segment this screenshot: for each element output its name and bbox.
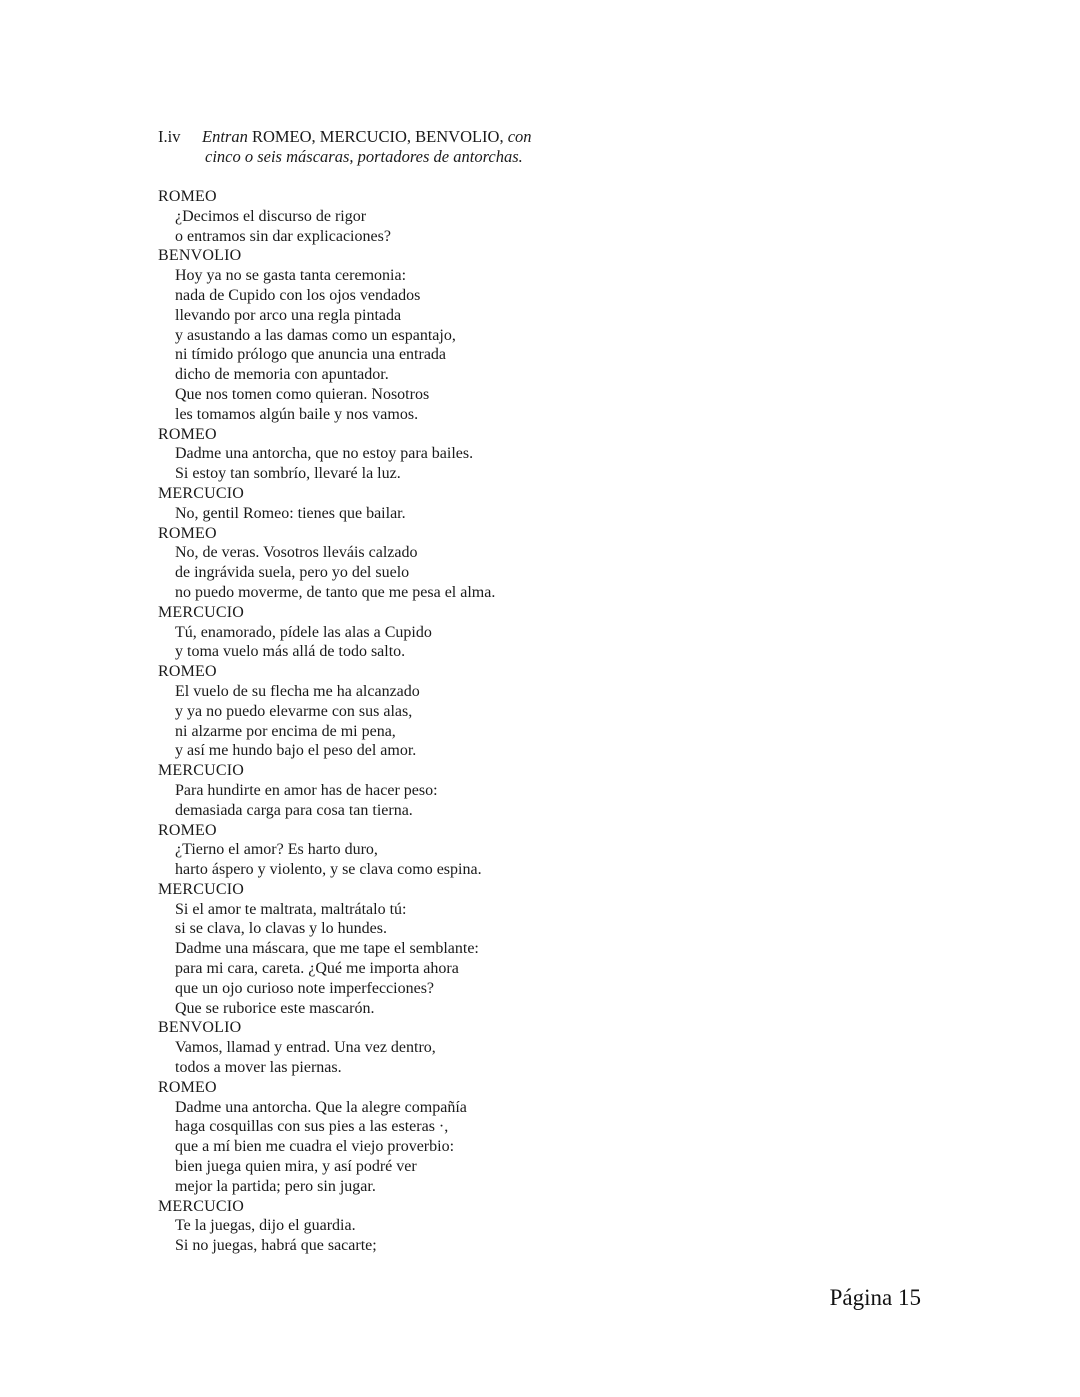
speech	[158, 662, 495, 761]
verse-line: Dadme una máscara, que me tape el semblante:	[175, 940, 479, 958]
speech	[158, 1018, 495, 1077]
verse-line: harto áspero y violento, y se clava como espina.	[175, 861, 482, 879]
stage-direction	[202, 127, 722, 167]
verse-line: ni alzarme por encima de mi pena,	[175, 722, 396, 740]
verse-line: No, gentil Romeo: tienes que bailar.	[175, 504, 406, 522]
verse-line: les tomamos algún baile y nos vamos.	[175, 405, 419, 423]
verse-line: Tú, enamorado, pídele las alas a Cupido	[175, 623, 432, 641]
verse-line: Que se ruborice este mascarón.	[175, 999, 375, 1017]
stage-direction-con: con	[507, 127, 532, 146]
verse-line: que un ojo curioso note imperfecciones?	[175, 979, 435, 997]
speech	[158, 484, 495, 524]
verse-line: ¿Decimos el discurso de rigor	[175, 207, 367, 225]
speech	[158, 246, 495, 424]
verse-line: de ingrávida suela, pero yo del suelo	[175, 564, 410, 582]
verse-line: ni tímido prólogo que anuncia una entrada	[175, 346, 447, 364]
verse-line: que a mí bien me cuadra el viejo proverbio:	[175, 1138, 455, 1156]
verse-line: No, de veras. Vosotros lleváis calzado	[175, 544, 418, 562]
speaker-name: MERCUCIO	[158, 1197, 245, 1215]
verse-line: El vuelo de su flecha me ha alcanzado	[175, 682, 420, 700]
verse-line: mejor la partida; pero sin jugar.	[175, 1177, 376, 1195]
verse-line: Si el amor te maltrata, maltrátalo tú:	[175, 900, 407, 918]
stage-direction-rest: cinco o seis máscaras, portadores de antorchas.	[205, 147, 523, 166]
verse-line: Te la juegas, dijo el guardia.	[175, 1217, 356, 1235]
verse-line: Si estoy tan sombrío, llevaré la luz.	[175, 465, 401, 483]
page-number: Página 15	[829, 1285, 921, 1310]
speaker-name: ROMEO	[158, 188, 217, 205]
verse-line: y toma vuelo más allá de todo salto.	[175, 643, 406, 661]
verse-line: Hoy ya no se gasta tanta ceremonia:	[175, 267, 407, 285]
verse-line: bien juega quien mira, y así podré ver	[175, 1158, 417, 1176]
speaker-name: ROMEO	[158, 663, 217, 681]
speech	[158, 187, 495, 246]
scene-reference: I.iv	[158, 127, 181, 146]
verse-line: ¿Tierno el amor? Es harto duro,	[175, 841, 378, 859]
verse-line: Vamos, llamad y entrad. Una vez dentro,	[175, 1039, 436, 1057]
verse-line: para mi cara, careta. ¿Qué me importa ahora	[175, 960, 459, 978]
verse-line: y así me hundo bajo el peso del amor.	[175, 742, 417, 760]
speech	[158, 603, 495, 662]
speech	[158, 761, 495, 820]
speech	[158, 425, 495, 484]
verse-line: Dadme una antorcha. Que la alegre compañía	[175, 1098, 467, 1116]
speech	[158, 880, 495, 1019]
speaker-name: MERCUCIO	[158, 880, 245, 898]
speaker-name: ROMEO	[158, 821, 217, 839]
verse-line: Si no juegas, habrá que sacarte;	[175, 1237, 377, 1255]
verse-line: si se clava, lo clavas y lo hundes.	[175, 920, 387, 938]
speaker-name: BENVOLIO	[158, 247, 242, 265]
speech	[158, 1197, 495, 1256]
verse-line: dicho de memoria con apuntador.	[175, 366, 389, 384]
speaker-name: BENVOLIO	[158, 1019, 242, 1037]
speaker-name: ROMEO	[158, 524, 217, 542]
verse-line: y ya no puedo elevarme con sus alas,	[175, 702, 413, 720]
verse-line: haga cosquillas con sus pies a las esteras ·,	[175, 1118, 449, 1136]
speaker-name: MERCUCIO	[158, 484, 245, 502]
stage-direction-characters: ROMEO, MERCUCIO, BENVOLIO,	[251, 127, 504, 146]
speech	[158, 1078, 495, 1197]
speech	[158, 524, 495, 603]
verse-line: Que nos tomen como quieran. Nosotros	[175, 385, 430, 403]
verse-line: demasiada carga para cosa tan tierna.	[175, 801, 413, 819]
verse-line: y asustando a las damas como un espantajo,	[175, 326, 456, 344]
dialogue	[158, 187, 495, 1256]
speaker-name: MERCUCIO	[158, 762, 245, 780]
verse-line: o entramos sin dar explicaciones?	[175, 227, 391, 245]
speaker-name: MERCUCIO	[158, 603, 245, 621]
verse-line: nada de Cupido con los ojos vendados	[175, 286, 421, 304]
verse-line: todos a mover las piernas.	[175, 1059, 342, 1077]
verse-line: Para hundirte en amor has de hacer peso:	[175, 781, 438, 799]
speech	[158, 821, 495, 880]
verse-line: llevando por arco una regla pintada	[175, 306, 402, 324]
speaker-name: ROMEO	[158, 1078, 217, 1096]
verse-line: Dadme una antorcha, que no estoy para bailes.	[175, 445, 474, 463]
stage-direction-entran: Entran	[202, 127, 248, 146]
verse-line: no puedo moverme, de tanto que me pesa el alma.	[175, 583, 496, 601]
speaker-name: ROMEO	[158, 425, 217, 443]
